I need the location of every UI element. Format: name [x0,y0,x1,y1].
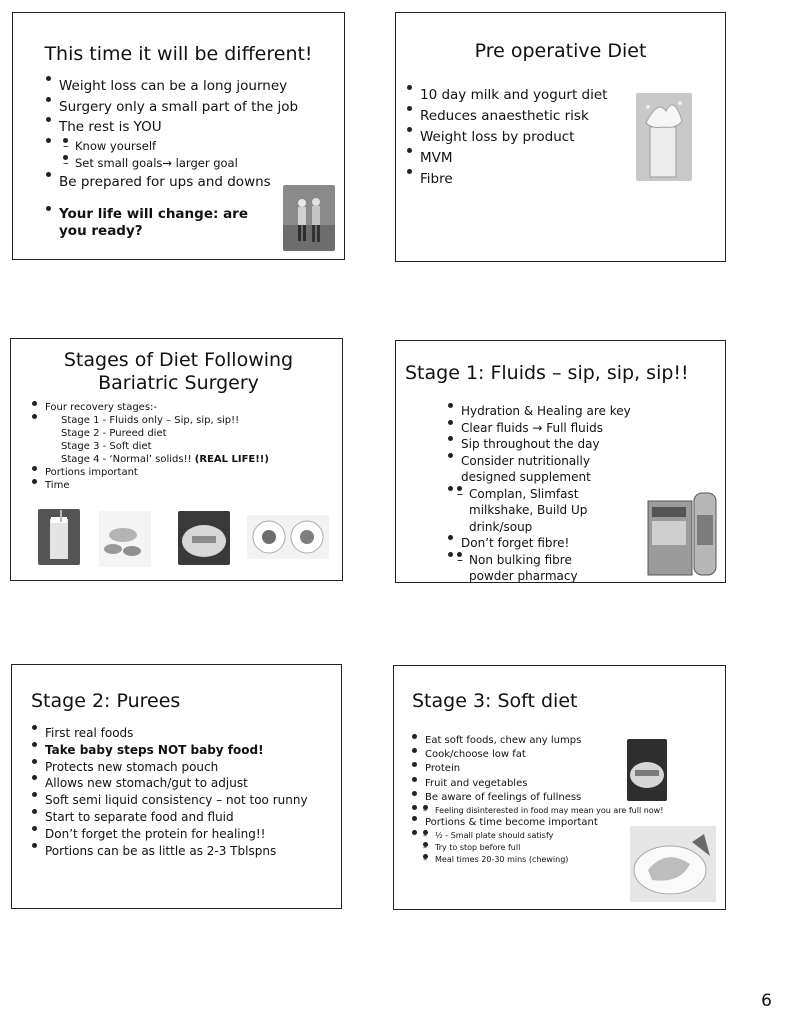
sub-list-item [45,138,336,172]
bullet: Clear fluids → Full fluids [447,420,647,437]
puree-bowls-photo [99,511,151,567]
bullet: Be aware of feelings of fullness [411,791,719,805]
sub-bullet: – Feeling disinterested in food may mean you are full now! [423,805,719,816]
bullet: Cook/choose low fat [411,748,719,762]
slide-pre-operative-diet [395,12,726,262]
slide-title: Stage 3: Soft diet [412,690,578,712]
slide-stages-of-diet [10,338,343,581]
bullet-list [31,725,335,859]
sub-bullet: – ½ - Small plate should satisfy [423,830,719,842]
sub-list-item [447,486,647,536]
milkshake-glass-photo [38,509,80,565]
meal-plates-photo [247,515,329,559]
bullet: Hydration & Healing are key [447,403,647,420]
bullet: 10 day milk and yogurt diet [406,85,607,106]
stage-line: Stage 2 - Pureed diet [61,428,167,439]
stage-line: Stage 3 - Soft diet [61,441,152,452]
bullet: Portions & time become important [411,816,719,830]
sub-list-item [447,552,647,584]
sub-bullet: – Non bulking fibre powder pharmacy [457,552,617,584]
bullet: Be prepared for ups and downs [45,172,336,193]
stage-line: Stage 1 - Fluids only – Sip, sip, sip!! [61,415,240,426]
real-life-label: (REAL LIFE!!) [194,454,269,465]
bullet: Sip throughout the day [447,436,647,453]
bold-bullet: Your life will change: are you ready? [45,206,277,240]
sub-bullet: – Set small goals→ larger goal [63,155,336,172]
sub-bullet: – Know yourself [63,138,336,155]
bullet: Four recovery stages:- [31,401,269,414]
slide-title: Stages of Diet Following Bariatric Surgery [63,349,294,394]
bullet: Weight loss by product [406,127,607,148]
sub-bullet: – Complan, Slimfast milkshake, Build Up drink/soup [457,486,597,536]
sub-list-item [411,805,719,816]
bullet: MVM [406,148,607,169]
milk-splash-photo [636,93,692,181]
bullet: Protects new stomach pouch [31,759,335,776]
bullet-list [31,401,269,492]
bullet: Surgery only a small part of the job [45,97,336,118]
bullet: The rest is YOU [45,117,336,138]
soft-food-plate-photo [178,511,230,565]
bullet: Portions important [31,466,269,479]
bullet-list [447,403,647,583]
slide-stage-2-purees [11,664,342,909]
page-number: 6 [761,991,772,1011]
bullet: Time [31,479,269,492]
stage-list-item [31,414,269,466]
sub-bullet: – Try to stop before full [423,842,719,854]
slide-title: This time it will be different! [44,43,313,65]
fish-dish-photo [630,826,716,902]
bullet: Reduces anaesthetic risk [406,106,607,127]
slide-stage-3-soft-diet [393,665,726,910]
bullet: Don’t forget fibre! [447,535,647,552]
bullet: Allows new stomach/gut to adjust [31,775,335,792]
bullet: Protein [411,762,719,776]
bullet: Don’t forget the protein for healing!! [31,826,335,843]
walking-couple-photo [283,185,335,251]
bullet: First real foods [31,725,335,742]
slide-title: Pre operative Diet [474,40,647,62]
slide-this-time [12,12,345,260]
sub-bullet: – Meal times 20-30 mins (chewing) [423,854,719,866]
bullet: Fibre [406,169,607,190]
slide-title: Stage 2: Purees [31,690,181,712]
stage-line: Stage 4 - ‘Normal’ solids!! (REAL LIFE!!) [61,454,269,465]
bullet: Eat soft foods, chew any lumps [411,734,719,748]
bullet: Soft semi liquid consistency – not too runny [31,792,335,809]
bold-bullet: Take baby steps NOT baby food! [31,742,335,759]
slide-stage-1-fluids [395,340,726,583]
bullet-list [406,85,607,190]
bullet: Consider nutritionally designed supplement [447,453,647,486]
bullet: Fruit and vegetables [411,777,719,791]
slide-title: Stage 1: Fluids – sip, sip, sip!! [405,362,689,384]
bullet: Start to separate food and fluid [31,809,335,826]
bullet: Portions can be as little as 2-3 Tblspns [31,843,335,860]
plated-meal-photo [627,739,667,801]
bullet: Weight loss can be a long journey [45,76,336,97]
supplement-products-photo [646,491,718,577]
